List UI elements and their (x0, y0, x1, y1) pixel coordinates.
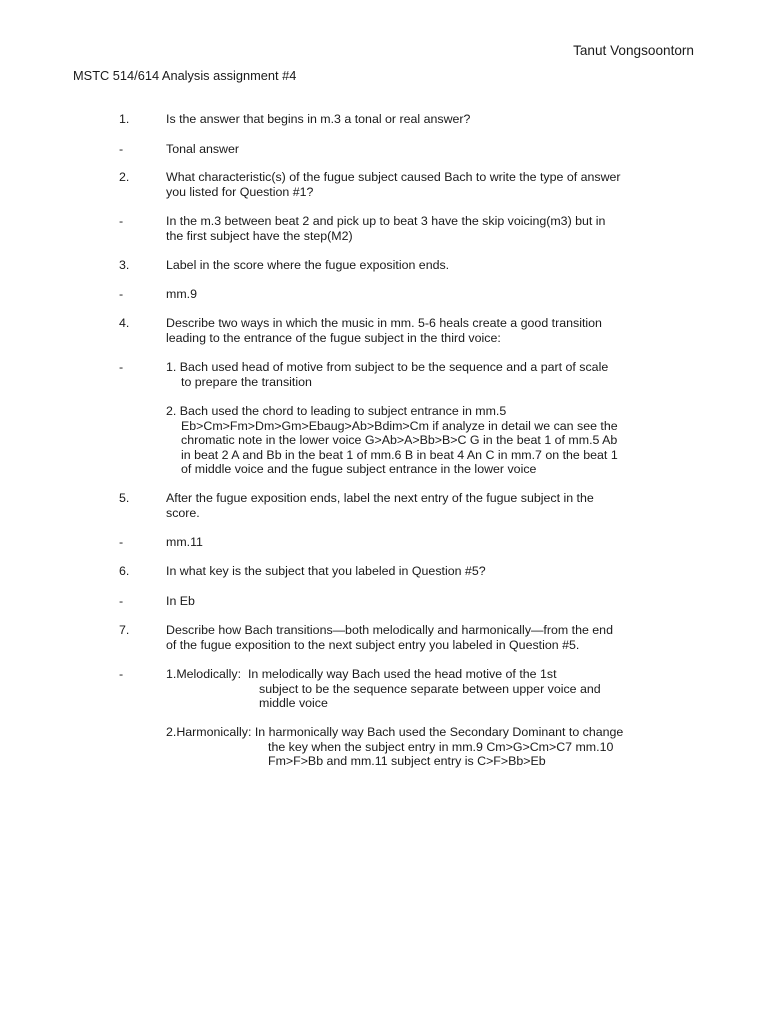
answer-text: Tonal answer (166, 142, 240, 156)
question-line: of the fugue exposition to the next subject entry you labeled in Question #5. (166, 637, 580, 652)
question-line: score. (166, 505, 200, 520)
question-line: Describe how Bach transitions—both melodically and harmonically—from the end (166, 623, 613, 637)
answer-dash: - (119, 594, 124, 608)
answer-line: middle voice (259, 696, 328, 711)
answer-text: In Eb (166, 594, 195, 608)
answer-line: to prepare the transition (181, 374, 312, 389)
question-number: 4. (119, 316, 130, 330)
answer-text: mm.11 (166, 535, 203, 549)
question-number: 3. (119, 258, 130, 272)
answer-line: in beat 2 A and Bb in the beat 1 of mm.6 B in beat 4 An C in mm.7 on the beat 1 (181, 447, 618, 462)
answer-line: the first subject have the step(M2) (166, 228, 353, 243)
question-text: In what key is the subject that you labeled in Question #5? (166, 564, 486, 578)
question-text (166, 170, 698, 199)
answer-line: of middle voice and the fugue subject entrance in the lower voice (181, 462, 537, 477)
answer-text (166, 214, 698, 243)
answer-dash: - (119, 535, 124, 549)
course-title: MSTC 514/614 Analysis assignment #4 (73, 68, 297, 83)
answer-dash: - (119, 142, 124, 156)
question-text (166, 623, 698, 652)
question-number: 6. (119, 564, 130, 578)
question-text (166, 491, 698, 520)
question-number: 5. (119, 491, 130, 505)
answer-harmonically (166, 725, 698, 769)
question-line: you listed for Question #1? (166, 184, 314, 199)
question-text: Label in the score where the fugue exposition ends. (166, 258, 450, 272)
answer-dash: - (119, 360, 124, 374)
answer-line: 2.Harmonically: In harmonically way Bach used the Secondary Dominant to change (166, 725, 624, 739)
answer-line: subject to be the sequence separate between upper voice and (259, 681, 601, 696)
question-number: 2. (119, 170, 130, 184)
author-name: Tanut Vongsoontorn (573, 43, 694, 58)
question-number: 7. (119, 623, 130, 637)
answer-point-2 (166, 404, 698, 477)
answer-point-1 (166, 360, 698, 389)
answer-line: 1.Melodically: In melodically way Bach used the head motive of the 1st (166, 667, 557, 681)
answer-line: In the m.3 between beat 2 and pick up to beat 3 have the skip voicing(m3) but in (166, 214, 606, 228)
answer-line: 2. Bach used the chord to leading to subject entrance in mm.5 (166, 404, 507, 418)
answer-line: Eb>Cm>Fm>Dm>Gm>Ebaug>Ab>Bdim>Cm if analyze in detail we can see the (181, 418, 618, 433)
answer-dash: - (119, 667, 124, 681)
answer-dash: - (119, 287, 124, 301)
answer-line: Fm>F>Bb and mm.11 subject entry is C>F>Bb>Eb (268, 754, 546, 769)
answer-line: chromatic note in the lower voice G>Ab>A>Bb>B>C G in the beat 1 of mm.5 Ab (181, 433, 618, 448)
question-text (166, 316, 698, 345)
answer-line: the key when the subject entry in mm.9 Cm>G>Cm>C7 mm.10 (268, 739, 614, 754)
question-line: Describe two ways in which the music in mm. 5-6 heals create a good transition (166, 316, 602, 330)
question-number: 1. (119, 112, 130, 126)
answer-line: 1. Bach used head of motive from subject to be the sequence and a part of scale (166, 360, 609, 374)
question-text: Is the answer that begins in m.3 a tonal or real answer? (166, 112, 471, 126)
answer-text: mm.9 (166, 287, 197, 301)
answer-dash: - (119, 214, 124, 228)
question-line: leading to the entrance of the fugue subject in the third voice: (166, 330, 501, 345)
question-line: After the fugue exposition ends, label the next entry of the fugue subject in the (166, 491, 594, 505)
question-line: What characteristic(s) of the fugue subject caused Bach to write the type of answer (166, 170, 621, 184)
answer-melodically (166, 667, 698, 711)
